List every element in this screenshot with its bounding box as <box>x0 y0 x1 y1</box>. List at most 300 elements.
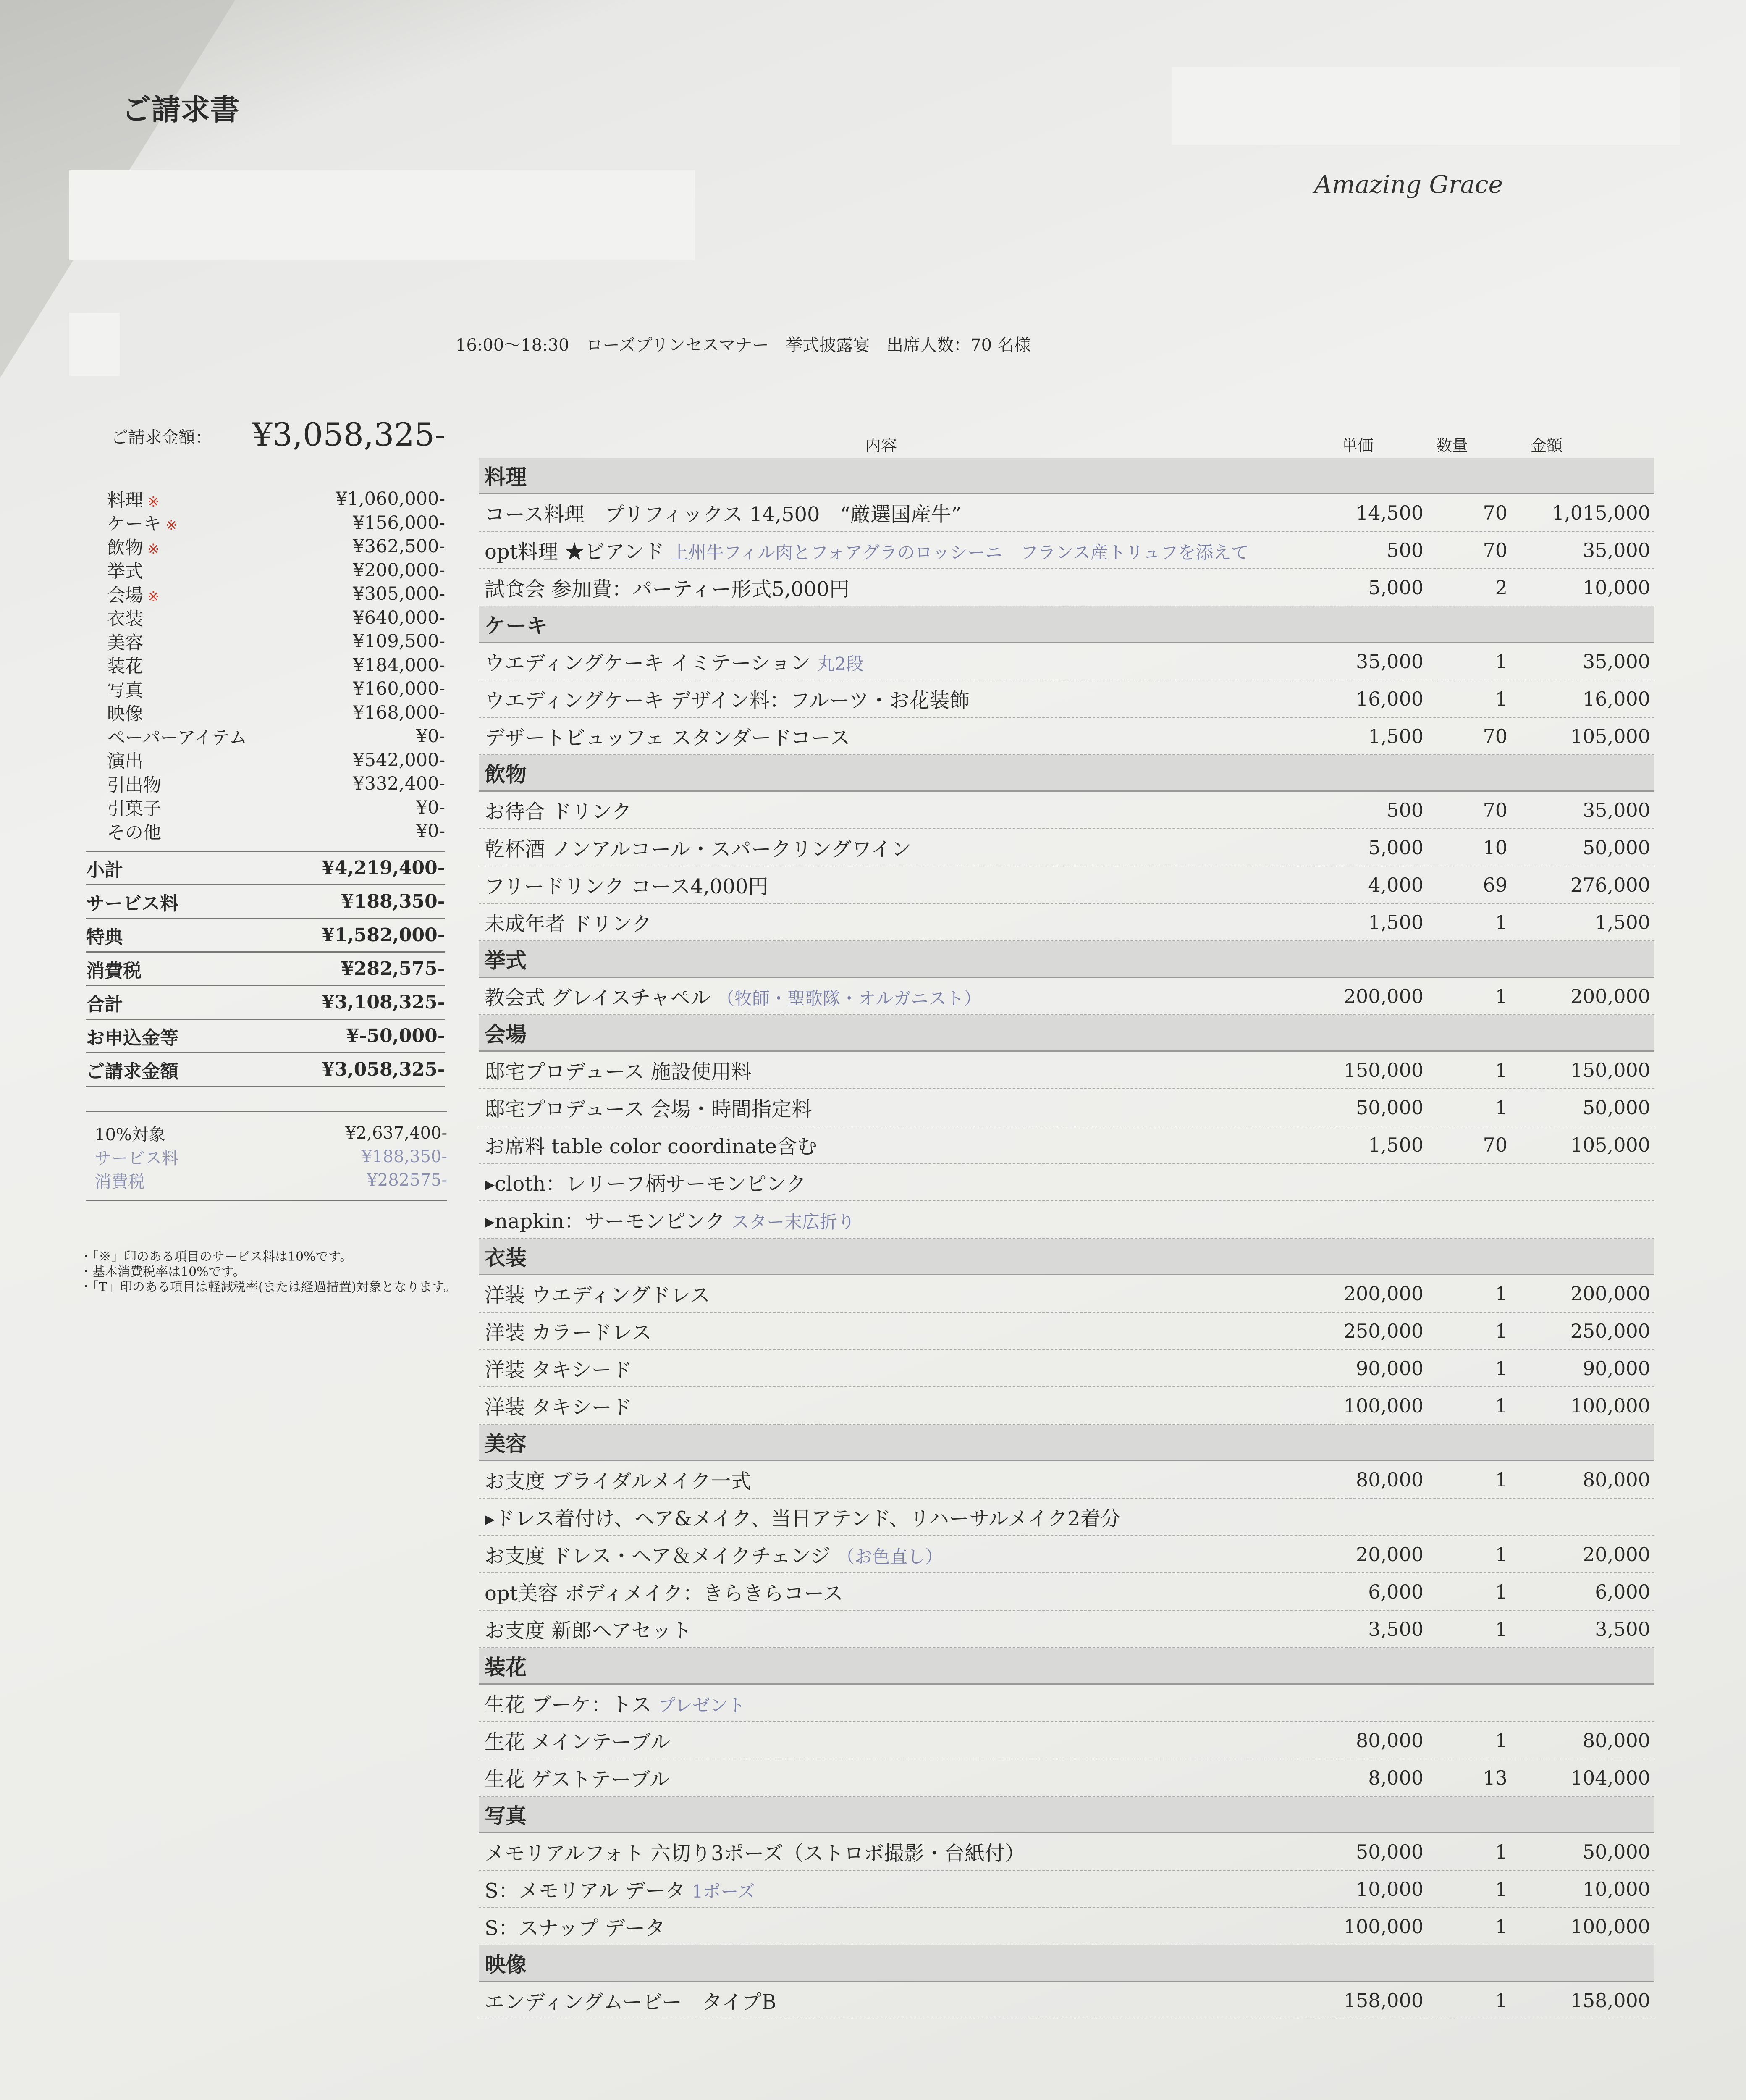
item-quantity: 70 <box>1483 1133 1507 1156</box>
summary-amount: ¥542,000- <box>353 749 445 771</box>
summary-row <box>86 487 445 511</box>
item-description <box>485 722 1324 751</box>
service-mark: ※ <box>147 493 160 510</box>
item-amount: 80,000 <box>1583 1468 1650 1491</box>
item-quantity: 1 <box>1495 1058 1507 1082</box>
summary-label <box>107 771 161 797</box>
item-name: ▸napkin：サーモンピンク <box>485 1210 725 1233</box>
total-amount: ¥-50,000- <box>346 1025 445 1047</box>
item-name: S：メモリアル データ <box>485 1879 686 1903</box>
summary-label <box>107 605 143 630</box>
item-amount: 100,000 <box>1570 1915 1650 1938</box>
item-name: 乾杯酒 ノンアルコール・スパークリングワイン <box>485 837 912 861</box>
item-description <box>485 1279 1324 1308</box>
item-quantity: 1 <box>1495 1543 1507 1566</box>
item-unit-price: 80,000 <box>1356 1468 1424 1491</box>
item-quantity: 1 <box>1495 1357 1507 1380</box>
line-item <box>479 1722 1654 1759</box>
item-quantity: 1 <box>1495 1729 1507 1752</box>
item-unit-price: 80,000 <box>1356 1729 1424 1752</box>
col-header-content: 内容 <box>865 436 897 455</box>
line-item <box>479 1611 1654 1648</box>
item-name: 生花 ゲストテーブル <box>485 1768 670 1791</box>
item-unit-price: 50,000 <box>1356 1840 1424 1863</box>
item-amount: 276,000 <box>1570 873 1650 896</box>
item-description <box>485 870 1324 899</box>
summary-label <box>107 629 143 654</box>
item-description <box>485 1688 1324 1717</box>
item-quantity: 1 <box>1495 1840 1507 1863</box>
total-label: ご請求金額 <box>86 1060 178 1082</box>
line-item <box>479 494 1654 532</box>
item-quantity: 1 <box>1495 1915 1507 1938</box>
summary-label-text: その他 <box>107 822 161 843</box>
item-note: スター末広折り <box>731 1212 855 1232</box>
item-amount: 50,000 <box>1583 1840 1650 1863</box>
summary-row <box>86 724 445 748</box>
item-name: お支度 ブライダルメイク一式 <box>485 1470 751 1493</box>
item-description <box>485 684 1324 713</box>
item-name: opt料理 ★ビアンド <box>485 540 665 564</box>
item-unit-price: 10,000 <box>1356 1877 1424 1900</box>
item-unit-price: 250,000 <box>1343 1319 1424 1342</box>
item-note: 1ポーズ <box>692 1881 755 1902</box>
item-description <box>485 1912 1324 1941</box>
item-unit-price: 1,500 <box>1368 1133 1424 1156</box>
summary-label-text: 会場 <box>107 585 143 606</box>
summary-label <box>107 700 143 725</box>
section-header: 飲物 <box>479 755 1654 792</box>
line-item <box>479 1126 1654 1164</box>
item-unit-price: 1,500 <box>1368 724 1424 748</box>
item-description <box>485 1986 1324 2015</box>
item-name: 邸宅プロデュース 施設使用料 <box>485 1060 752 1084</box>
line-item <box>479 792 1654 829</box>
total-amount: ¥3,108,325- <box>322 992 445 1013</box>
tax-label: サービス料 <box>94 1148 178 1168</box>
item-unit-price: 500 <box>1387 538 1424 562</box>
item-description <box>485 536 1324 564</box>
item-amount: 16,000 <box>1583 687 1650 710</box>
service-mark: ※ <box>165 517 178 534</box>
item-unit-price: 5,000 <box>1368 836 1424 859</box>
item-description <box>485 1093 1324 1122</box>
line-item <box>479 1908 1654 1945</box>
summary-label-text: 映像 <box>107 704 143 725</box>
tax-row <box>94 1121 447 1145</box>
summary-amount: ¥168,000- <box>353 702 445 723</box>
total-label: 合計 <box>86 993 123 1015</box>
section-header: 料理 <box>479 458 1654 494</box>
item-description <box>485 1874 1324 1903</box>
summary-label-text: 料理 <box>107 490 143 511</box>
item-name: opt美容 ボディメイク：きらきらコース <box>485 1582 844 1605</box>
line-item <box>479 643 1654 680</box>
item-amount: 90,000 <box>1583 1357 1650 1380</box>
item-amount: 100,000 <box>1570 1394 1650 1417</box>
item-quantity: 70 <box>1483 538 1507 562</box>
summary-label-text: 飲物 <box>107 537 143 559</box>
summary-amount: ¥640,000- <box>353 607 445 628</box>
summary-amount: ¥160,000- <box>353 678 445 700</box>
item-description <box>485 1614 1324 1643</box>
total-row <box>86 1053 445 1087</box>
summary-row <box>86 772 445 796</box>
item-description <box>485 498 1324 527</box>
line-item <box>479 1685 1654 1722</box>
summary-label <box>107 724 247 749</box>
service-mark: ※ <box>147 588 160 605</box>
item-description <box>485 573 1324 602</box>
item-unit-price: 8,000 <box>1368 1766 1424 1789</box>
item-note: 上州牛フィル肉とフォアグラのロッシーニ フランス産トリュフを添えて <box>671 542 1249 563</box>
item-unit-price: 50,000 <box>1356 1096 1424 1119</box>
item-unit-price: 150,000 <box>1343 1058 1424 1082</box>
item-name: 試食会 参加費：パーティー形式5,000円 <box>485 578 849 601</box>
line-item <box>479 829 1654 866</box>
totals-block <box>86 850 445 1087</box>
tax-amount: ¥2,637,400- <box>345 1124 447 1143</box>
line-item <box>479 1089 1654 1126</box>
summary-label-text: 挙式 <box>107 561 143 583</box>
item-unit-price: 158,000 <box>1343 1989 1424 2012</box>
item-amount: 158,000 <box>1570 1989 1650 2012</box>
summary-label-text: 引出物 <box>107 774 161 796</box>
total-label: お申込金等 <box>86 1027 178 1049</box>
item-name: ウエディングケーキ デザイン料：フルーツ・お花装飾 <box>485 689 970 712</box>
item-name: 生花 ブーケ：トス <box>485 1693 652 1717</box>
item-quantity: 1 <box>1495 1989 1507 2012</box>
item-amount: 50,000 <box>1583 1096 1650 1119</box>
line-item <box>479 1982 1654 2019</box>
summary-amount: ¥200,000- <box>353 559 445 581</box>
summary-label <box>107 652 143 678</box>
line-item <box>479 1387 1654 1425</box>
line-item <box>479 680 1654 718</box>
tax-label: 消費税 <box>94 1172 145 1192</box>
item-quantity: 1 <box>1495 650 1507 673</box>
item-name: ▸ドレス着付け、ヘア&メイク、当日アテンド、リハーサルメイク2着分 <box>485 1507 1121 1530</box>
summary-label-text: ケーキ <box>107 514 161 535</box>
line-item <box>479 1164 1654 1201</box>
item-unit-price: 6,000 <box>1368 1580 1424 1603</box>
item-quantity: 1 <box>1495 1096 1507 1119</box>
item-quantity: 69 <box>1483 873 1507 896</box>
item-note: （お色直し） <box>837 1546 943 1567</box>
item-amount: 104,000 <box>1570 1766 1650 1789</box>
item-amount: 6,000 <box>1595 1580 1650 1603</box>
item-description <box>485 908 1324 937</box>
section-header: ケーキ <box>479 606 1654 643</box>
total-amount: ¥4,219,400- <box>322 857 445 879</box>
item-quantity: 1 <box>1495 1282 1507 1305</box>
item-quantity: 1 <box>1495 1580 1507 1603</box>
item-description <box>485 1726 1324 1755</box>
summary-row <box>86 606 445 630</box>
item-quantity: 1 <box>1495 1319 1507 1342</box>
summary-label-text: 装花 <box>107 656 143 677</box>
col-header-unit-price: 単価 <box>1342 436 1374 455</box>
total-row <box>86 1020 445 1053</box>
line-item <box>479 532 1654 569</box>
redacted-block <box>69 313 120 376</box>
item-unit-price: 14,500 <box>1356 501 1424 524</box>
section-header: 挙式 <box>479 941 1654 978</box>
billing-total-amount: ¥3,058,325- <box>252 416 446 453</box>
summary-label <box>107 747 143 773</box>
tax-row <box>94 1168 447 1192</box>
total-amount: ¥282,575- <box>341 958 445 979</box>
item-quantity: 70 <box>1483 798 1507 822</box>
summary-row <box>86 701 445 725</box>
item-name: 邸宅プロデュース 会場・時間指定料 <box>485 1097 812 1121</box>
item-name: お支度 新郎ヘアセット <box>485 1619 692 1643</box>
item-note: 丸2段 <box>817 654 864 674</box>
section-header: 美容 <box>479 1425 1654 1461</box>
item-amount: 35,000 <box>1583 650 1650 673</box>
line-item <box>479 1536 1654 1573</box>
section-header: 衣装 <box>479 1239 1654 1275</box>
item-quantity: 1 <box>1495 1877 1507 1900</box>
summary-label-text: 引菓子 <box>107 798 161 820</box>
summary-amount: ¥184,000- <box>353 654 445 676</box>
line-item <box>479 1461 1654 1499</box>
summary-row <box>86 582 445 606</box>
col-header-quantity: 数量 <box>1436 436 1468 455</box>
item-amount: 1,015,000 <box>1552 501 1650 524</box>
item-unit-price: 4,000 <box>1368 873 1424 896</box>
item-name: お席料 table color coordinate含む <box>485 1135 818 1158</box>
line-item <box>479 978 1654 1015</box>
line-item <box>479 1052 1654 1089</box>
summary-label-text: 演出 <box>107 751 143 772</box>
item-note: プレゼント <box>658 1695 745 1716</box>
item-note: （牧師・聖歌隊・オルガニスト） <box>717 988 982 1009</box>
item-name: フリードリンク コース4,000円 <box>485 875 768 898</box>
item-name: コース料理 プリフィックス 14,500 “厳選国産牛” <box>485 503 962 526</box>
item-name: メモリアルフォト 六切り3ポーズ（ストロボ撮影・台紙付） <box>485 1842 1025 1865</box>
item-name: ウエディングケーキ イミテーション <box>485 651 811 675</box>
item-description <box>485 1168 1324 1197</box>
summary-amount: ¥109,500- <box>353 631 445 652</box>
item-amount: 3,500 <box>1595 1617 1650 1641</box>
summary-label <box>107 581 160 607</box>
item-description <box>485 1837 1324 1866</box>
item-name: 洋装 カラードレス <box>485 1321 652 1344</box>
item-name: お待合 ドリンク <box>485 800 632 824</box>
item-quantity: 2 <box>1495 576 1507 599</box>
summary-label <box>107 557 143 583</box>
line-item <box>479 1759 1654 1797</box>
item-name: 未成年者 ドリンク <box>485 912 652 936</box>
item-unit-price: 5,000 <box>1368 576 1424 599</box>
summary-amount: ¥332,400- <box>353 773 445 795</box>
item-description <box>485 982 1324 1011</box>
total-row <box>86 986 445 1020</box>
summary-amount: ¥1,060,000- <box>336 488 445 510</box>
item-unit-price: 500 <box>1387 798 1424 822</box>
total-label: 消費税 <box>86 960 142 982</box>
line-item <box>479 1573 1654 1611</box>
tax-amount: ¥188,350- <box>361 1147 447 1166</box>
line-item <box>479 1312 1654 1350</box>
item-description <box>485 1502 1324 1531</box>
redacted-block <box>1172 67 1680 145</box>
item-quantity: 1 <box>1495 1394 1507 1417</box>
summary-amount: ¥362,500- <box>353 536 445 557</box>
summary-label <box>107 795 161 820</box>
item-name: お支度 ドレス・ヘア＆メイクチェンジ <box>485 1544 831 1568</box>
summary-amount: ¥0- <box>416 821 445 842</box>
item-description <box>485 795 1324 824</box>
item-amount: 150,000 <box>1570 1058 1650 1082</box>
line-item <box>479 904 1654 941</box>
document-title: ご請求書 <box>122 92 239 127</box>
line-item <box>479 1499 1654 1536</box>
item-description <box>485 833 1324 862</box>
item-description <box>485 1391 1324 1420</box>
item-description <box>485 1354 1324 1383</box>
total-amount: ¥1,582,000- <box>322 924 445 946</box>
footnote: ・基本消費税率は10%です。 <box>80 1265 246 1279</box>
item-name: エンディングムービー タイプB <box>485 1990 776 2014</box>
item-name: 洋装 タキシード <box>485 1358 632 1382</box>
footnote: ・「※」印のある項目のサービス料は10%です。 <box>80 1250 353 1264</box>
service-mark: ※ <box>147 541 160 558</box>
item-quantity: 70 <box>1483 724 1507 748</box>
total-label: 特典 <box>86 926 123 948</box>
item-unit-price: 1,500 <box>1368 911 1424 934</box>
item-description <box>485 647 1324 676</box>
item-amount: 10,000 <box>1583 1877 1650 1900</box>
tax-breakdown <box>86 1111 447 1201</box>
item-description <box>485 1055 1324 1084</box>
line-item <box>479 569 1654 606</box>
summary-label <box>107 510 178 536</box>
summary-amount: ¥0- <box>416 726 445 747</box>
summary-label <box>107 819 161 844</box>
item-amount: 35,000 <box>1583 538 1650 562</box>
item-name: 洋装 ウエディングドレス <box>485 1284 710 1307</box>
summary-row <box>86 535 445 559</box>
item-amount: 80,000 <box>1583 1729 1650 1752</box>
summary-row <box>86 630 445 654</box>
summary-label <box>107 676 143 702</box>
total-amount: ¥188,350- <box>341 891 445 912</box>
section-header: 会場 <box>479 1015 1654 1052</box>
line-item <box>479 1350 1654 1387</box>
item-description <box>485 1465 1324 1494</box>
item-quantity: 1 <box>1495 984 1507 1008</box>
item-unit-price: 3,500 <box>1368 1617 1424 1641</box>
item-unit-price: 100,000 <box>1343 1394 1424 1417</box>
tax-label: 10%対象 <box>94 1125 165 1144</box>
summary-row <box>86 654 445 677</box>
summary-row <box>86 748 445 772</box>
tax-row <box>94 1145 447 1168</box>
item-name: 生花 メインテーブル <box>485 1730 670 1754</box>
summary-row <box>86 819 445 843</box>
billing-total-label: ご請求金額： <box>111 428 212 447</box>
section-header: 映像 <box>479 1945 1654 1982</box>
item-unit-price: 16,000 <box>1356 687 1424 710</box>
event-info: 16:00〜18:30 ローズプリンセスマナー 挙式披露宴 出席人数：70 名様 <box>456 336 1031 355</box>
item-name: ▸cloth：レリーフ柄サーモンピンク <box>485 1172 807 1196</box>
summary-label <box>107 534 160 559</box>
line-item <box>479 1871 1654 1908</box>
total-row <box>86 850 445 885</box>
section-header: 写真 <box>479 1797 1654 1833</box>
item-name: デザートビュッフェ スタンダードコース <box>485 726 850 750</box>
item-amount: 105,000 <box>1570 1133 1650 1156</box>
item-quantity: 1 <box>1495 911 1507 934</box>
item-quantity: 1 <box>1495 687 1507 710</box>
line-items <box>479 458 1654 2019</box>
total-row <box>86 919 445 953</box>
total-row <box>86 953 445 986</box>
item-unit-price: 35,000 <box>1356 650 1424 673</box>
summary-row <box>86 511 445 535</box>
tax-amount: ¥282575- <box>367 1171 447 1190</box>
redacted-block <box>69 170 695 260</box>
item-quantity: 13 <box>1483 1766 1507 1789</box>
item-description <box>485 1130 1324 1159</box>
total-row <box>86 885 445 919</box>
item-amount: 200,000 <box>1570 1282 1650 1305</box>
item-unit-price: 100,000 <box>1343 1915 1424 1938</box>
item-amount: 20,000 <box>1583 1543 1650 1566</box>
summary-label <box>107 486 160 512</box>
item-amount: 35,000 <box>1583 798 1650 822</box>
summary-amount: ¥305,000- <box>353 583 445 605</box>
item-unit-price: 20,000 <box>1356 1543 1424 1566</box>
item-description <box>485 1205 1324 1234</box>
footnotes <box>80 1250 458 1295</box>
item-amount: 10,000 <box>1583 576 1650 599</box>
footnote: ・「T」印のある項目は軽減税率(または経過措置)対象となります。 <box>80 1280 456 1294</box>
item-quantity: 1 <box>1495 1617 1507 1641</box>
item-unit-price: 200,000 <box>1343 1282 1424 1305</box>
item-name: 洋装 タキシード <box>485 1396 632 1419</box>
total-label: サービス料 <box>86 892 178 914</box>
line-item <box>479 1833 1654 1871</box>
item-amount: 50,000 <box>1583 836 1650 859</box>
item-description <box>485 1577 1324 1606</box>
total-label: 小計 <box>86 859 123 881</box>
item-quantity: 10 <box>1483 836 1507 859</box>
item-amount: 250,000 <box>1570 1319 1650 1342</box>
summary-label-text: ペーパーアイテム <box>107 727 247 748</box>
summary-row <box>86 677 445 701</box>
line-item <box>479 866 1654 904</box>
item-amount: 1,500 <box>1595 911 1650 934</box>
line-item <box>479 1201 1654 1239</box>
total-amount: ¥3,058,325- <box>322 1059 445 1080</box>
line-item <box>479 718 1654 755</box>
summary-amount: ¥156,000- <box>353 512 445 533</box>
item-name: 教会式 グレイスチャペル <box>485 986 710 1010</box>
item-quantity: 1 <box>1495 1468 1507 1491</box>
item-unit-price: 200,000 <box>1343 984 1424 1008</box>
summary-label-text: 美容 <box>107 632 143 654</box>
item-description <box>485 1763 1324 1792</box>
section-header: 装花 <box>479 1648 1654 1685</box>
item-amount: 200,000 <box>1570 984 1650 1008</box>
item-description <box>485 1316 1324 1345</box>
col-header-amount: 金額 <box>1531 436 1563 455</box>
brand-logo: Amazing Grace <box>1314 170 1503 199</box>
summary-row <box>86 796 445 820</box>
